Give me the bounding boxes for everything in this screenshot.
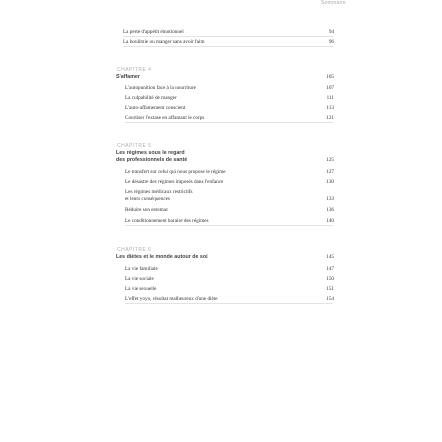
toc-entry-title: L'autopunition face à la nourriture — [125, 85, 196, 91]
toc-entry-title: La perte d'appétit émotionnel — [123, 29, 184, 35]
toc-entry-page: 127 — [326, 169, 334, 175]
chapter-page: 145 — [326, 254, 334, 260]
toc-entry-title: L'auto-affamement conscient — [125, 105, 186, 111]
toc-entry-page: 94 — [328, 29, 334, 35]
toc-entry-title: L'effet yoyo, résultat malheureux d'une diète — [125, 296, 218, 302]
toc-entry-page: 130 — [326, 179, 334, 185]
toc-entry-page: 151 — [326, 286, 334, 292]
toc-entry-page: 111 — [326, 95, 334, 101]
toc-entry-page: 147 — [326, 266, 334, 272]
chapter-title-line: des professionnels de santé — [116, 157, 188, 163]
toc-entry-title: Le conditionnement horaire des régimes — [125, 218, 209, 224]
toc-entry-page: 96 — [328, 39, 334, 45]
toc-entry-title: La vie sociale — [125, 276, 154, 282]
toc-entry-title: Le désastre des régimes imposés dans l'enfance — [125, 179, 224, 185]
toc-entry-page: 133 — [326, 196, 334, 202]
divider — [123, 46, 333, 47]
toc-entry-page: 107 — [326, 85, 334, 91]
divider — [125, 122, 333, 123]
toc-entry-title: La vie familiale — [125, 266, 158, 272]
toc-entry-title: La boulimie ou manger sans avoir faim — [123, 39, 205, 45]
chapter-page: 125 — [326, 157, 334, 163]
chapter-title-line: Les régimes sous le regard — [116, 150, 185, 156]
chapter-title: Les diètes et le monde autour de soi — [116, 254, 208, 260]
running-header: Sommaire — [320, 0, 346, 6]
toc-entry-page: 121 — [326, 115, 334, 121]
toc-entry-page: 150 — [326, 276, 334, 282]
chapter-label: CHAPITRE 6 — [117, 247, 152, 253]
divider — [125, 225, 333, 226]
chapter-page: 105 — [326, 74, 334, 80]
toc-entry-title: Les régimes médicaux restrictifs — [125, 189, 193, 195]
toc-entry-title: La vie sexuelle — [125, 286, 157, 292]
toc-entry-title: Réduire son estomac — [125, 207, 169, 213]
toc-entry-title: Le transfert sur celui qui nous propose le régime — [125, 169, 226, 175]
divider — [123, 36, 333, 37]
toc-entry-page: 154 — [326, 296, 334, 302]
toc-entry-title: La culpabilité de manger — [125, 95, 177, 101]
divider — [125, 303, 333, 304]
chapter-title: S'affamer — [116, 74, 140, 80]
chapter-label: CHAPITRE 4 — [117, 67, 152, 73]
toc-entry-page: 140 — [326, 218, 334, 224]
toc-entry-title: Courtiser l'extase en affamant le corps — [125, 115, 205, 121]
toc-entry-title: et leurs conséquences — [125, 196, 170, 202]
toc-entry-page: 113 — [326, 105, 334, 111]
toc-entry-page: 136 — [326, 207, 334, 213]
chapter-label: CHAPITRE 5 — [117, 143, 152, 149]
